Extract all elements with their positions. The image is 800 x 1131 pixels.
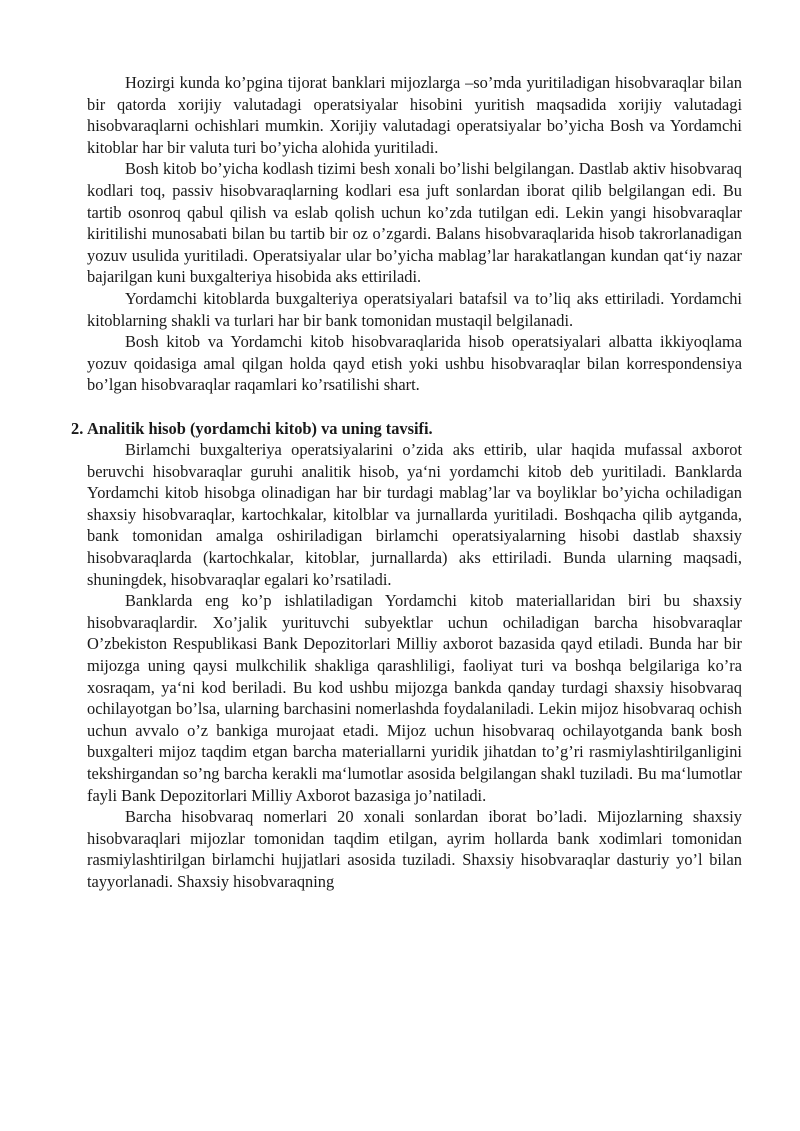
paragraph-subsidiary-ledgers: Yordamchi kitoblarda buxgalteriya operatsiyalari batafsil va to’liq aks ettiriladi. Yordamchi kitoblarning shakli va turlari har bir bank tomonidan mustaqil belgilanadi. — [87, 288, 742, 330]
document-page — [71, 72, 742, 893]
section-title: Analitik hisob (yordamchi kitob) va uning tavsifi. — [87, 418, 433, 438]
paragraph-foreign-currency-accounts: Hozirgi kunda ko’pgina tijorat banklari mijozlarga –so’mda yuritiladigan hisobvaraqlar bilan bir qatorda xorijiy valutadagi operatsiyalar hisobini yuritish maqsadida xorijiy valutadagi hisobvaraqlarni ochishlari mumkin. Xorijiy valutadagi operatsiyalar bo’yicha Bosh va Yordamchi kitoblar har bir valuta turi bo’yicha alohida yuritiladi. — [87, 73, 742, 157]
paragraph-personal-accounts: Banklarda eng ko’p ishlatiladigan Yordamchi kitob materiallaridan biri bu shaxsiy hisobvaraqlardir. Xo’jalik yurituvchi subyektlar uchun ochiladigan barcha hisobvaraqlar O’zbekiston Respublikasi Bank Depozitorlari Milliy axborot bazasida qayd etiladi. Bunda har bir mijozga uning qaysi mulkchilik shakliga qarashliligi, faoliyat turi va boshqa belgilariga ko’ra xosraqam, ya‘ni kod beriladi. Bu kod ushbu mijozga bankda qanday turdagi shaxsiy hisobvaraq ochilayotgan bo’lsa, ularning barchasini nomerlashda foydalaniladi. Lekin mijoz hisobvaraq ochish uchun avvalo o’z bankiga murojaat etadi. Mijoz uchun hisobvaraq ochilayotganda bank bosh buxgalteri mijoz taqdim etgan barcha materiallarni yuridik jihatdan to’g’ri rasmiylashtirilganligini tekshirgandan so’ng barcha kerakli ma‘lumotlar asosida belgilangan shakl tuziladi. Bu ma‘lumotlar fayli Bank Depozitorlari Milliy Axborot bazasiga jo’natiladi. — [87, 591, 742, 805]
section-spacer — [87, 396, 742, 418]
paragraph-double-entry-rule: Bosh kitob va Yordamchi kitob hisobvaraqlarida hisob operatsiyalari albatta ikkiyoqlama yozuv qoidasiga amal qilgan holda qayd etish yoki ushbu hisobvaraqlar bilan korrespondensiya bo’lgan hisobvaraqlar raqamlari ko’rsatilishi shart. — [87, 332, 742, 395]
paragraph-account-numbers: Barcha hisobvaraq nomerlari 20 xonali sonlardan iborat bo’ladi. Mijozlarning shaxsiy hisobvaraqlari mijozlar tomonidan taqdim etilgan, ayrim hollarda bank xodimlari tomonidan rasmiylashtirilgan birlamchi hujjatlari asosida tuziladi. Shaxsiy hisobvaraqlar dasturiy yo’l bilan tayyorlanadi. Shaxsiy hisobvaraqning — [87, 807, 742, 891]
paragraph-analytic-accounting: Birlamchi buxgalteriya operatsiyalarini o’zida aks ettirib, ular haqida mufassal axborot beruvchi hisobvaraqlar guruhi analitik hisob, ya‘ni yordamchi kitob deb yuritiladi. Banklarda Yordamchi kitob hisobga olinadigan har bir turdagi mablag’lar va boyliklar bo’yicha ochiladigan shaxsiy hisobvaraqlar, kartochkalar, kitolblar va jurnallarda yuritiladi. Boshqacha qilib aytganda, bank tomonidan amalga oshiriladigan birlamchi operatsiyalarning hisobi dastlab shaxsiy hisobvaraqlarda (kartochkalar, kitoblar, jurnallarda) aks ettiriladi. Bunda ularning maqsadi, shuningdek, hisobvaraqlar egalari ko’rsatiladi. — [87, 440, 742, 589]
section-number: 2. — [71, 418, 84, 438]
paragraph-general-ledger-coding: Bosh kitob bo’yicha kodlash tizimi besh xonali bo’lishi belgilangan. Dastlab aktiv hisobvaraq kodlari toq, passiv hisobvaraqlarning kodlari esa juft sonlardan iborat qilib belgilangan edi. Bu tartib osonroq qabul qilish va eslab qolish uchun ko’zda tutilgan edi. Lekin yangi hisobvaraqlar kiritilishi munosabati bilan bu tartib bir oz o’zgardi. Balans hisobvaraqlarida hisob takrorlanadigan yozuv usulida yuritiladi. Operatsiyalar ular bo’yicha mablag’lar harakatlangan kundan qat‘iy nazar bajarilgan kuni buxgalteriya hisobida aks ettiriladi. — [87, 159, 742, 287]
section-heading — [71, 418, 742, 440]
